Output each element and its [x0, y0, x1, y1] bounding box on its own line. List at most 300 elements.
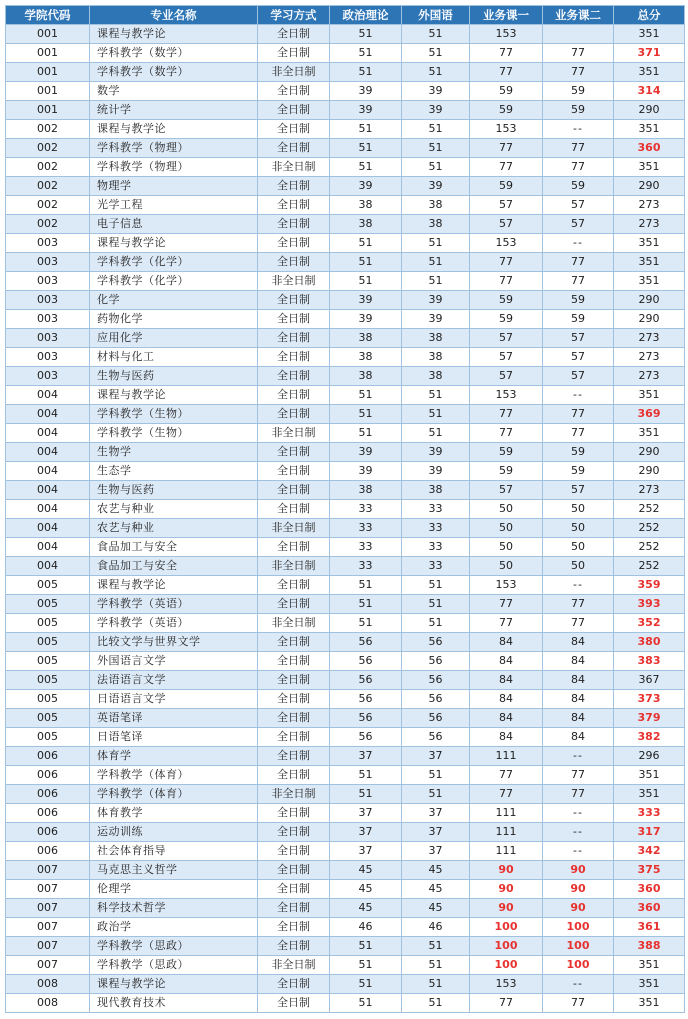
study-mode-cell: 全日制	[258, 576, 330, 595]
course-two-cell: 77	[543, 614, 614, 633]
course-two-cell: 77	[543, 595, 614, 614]
politics-cell: 51	[330, 785, 402, 804]
major-name-cell: 农艺与种业	[90, 519, 258, 538]
table-row	[6, 823, 685, 842]
total-score-cell: 351	[614, 63, 685, 82]
foreign-language-cell: 39	[402, 310, 470, 329]
politics-cell: 38	[330, 481, 402, 500]
major-name-cell: 物理学	[90, 177, 258, 196]
course-two-cell: --	[543, 386, 614, 405]
table-row	[6, 481, 685, 500]
major-name-cell: 学科教学（数学）	[90, 44, 258, 63]
course-one-cell: 100	[470, 956, 543, 975]
college-code-cell: 007	[6, 899, 90, 918]
college-code-cell: 004	[6, 462, 90, 481]
study-mode-cell: 全日制	[258, 44, 330, 63]
major-name-cell: 食品加工与安全	[90, 557, 258, 576]
total-score-cell: 290	[614, 310, 685, 329]
study-mode-cell: 全日制	[258, 82, 330, 101]
foreign-language-cell: 51	[402, 614, 470, 633]
major-name-cell: 课程与教学论	[90, 975, 258, 994]
major-name-cell: 学科教学（化学）	[90, 253, 258, 272]
total-score-cell: 290	[614, 462, 685, 481]
study-mode-cell: 全日制	[258, 101, 330, 120]
header-college-code: 学院代码	[6, 6, 90, 25]
course-one-cell: 111	[470, 804, 543, 823]
table-row	[6, 253, 685, 272]
study-mode-cell: 非全日制	[258, 956, 330, 975]
course-one-cell: 50	[470, 500, 543, 519]
foreign-language-cell: 51	[402, 975, 470, 994]
total-score-cell: 342	[614, 842, 685, 861]
study-mode-cell: 全日制	[258, 690, 330, 709]
study-mode-cell: 非全日制	[258, 158, 330, 177]
foreign-language-cell: 51	[402, 25, 470, 44]
course-one-cell: 57	[470, 215, 543, 234]
course-one-cell: 59	[470, 177, 543, 196]
total-score-cell: 351	[614, 234, 685, 253]
major-name-cell: 材料与化工	[90, 348, 258, 367]
foreign-language-cell: 45	[402, 899, 470, 918]
course-one-cell: 84	[470, 671, 543, 690]
total-score-cell: 252	[614, 519, 685, 538]
politics-cell: 51	[330, 272, 402, 291]
course-two-cell: 57	[543, 196, 614, 215]
major-name-cell: 课程与教学论	[90, 386, 258, 405]
table-row	[6, 139, 685, 158]
study-mode-cell: 全日制	[258, 500, 330, 519]
study-mode-cell: 全日制	[258, 310, 330, 329]
politics-cell: 56	[330, 690, 402, 709]
study-mode-cell: 全日制	[258, 234, 330, 253]
course-one-cell: 90	[470, 861, 543, 880]
table-row	[6, 310, 685, 329]
politics-cell: 38	[330, 196, 402, 215]
table-row	[6, 538, 685, 557]
politics-cell: 51	[330, 766, 402, 785]
foreign-language-cell: 51	[402, 120, 470, 139]
college-code-cell: 007	[6, 880, 90, 899]
study-mode-cell: 全日制	[258, 25, 330, 44]
course-one-cell: 59	[470, 310, 543, 329]
total-score-cell: 351	[614, 253, 685, 272]
study-mode-cell: 非全日制	[258, 63, 330, 82]
study-mode-cell: 全日制	[258, 823, 330, 842]
study-mode-cell: 全日制	[258, 481, 330, 500]
study-mode-cell: 全日制	[258, 899, 330, 918]
course-one-cell: 77	[470, 405, 543, 424]
total-score-cell: 351	[614, 25, 685, 44]
total-score-cell: 273	[614, 196, 685, 215]
major-name-cell: 运动训练	[90, 823, 258, 842]
total-score-cell: 360	[614, 880, 685, 899]
course-one-cell: 50	[470, 538, 543, 557]
course-one-cell: 153	[470, 576, 543, 595]
total-score-cell: 359	[614, 576, 685, 595]
foreign-language-cell: 51	[402, 44, 470, 63]
foreign-language-cell: 38	[402, 481, 470, 500]
politics-cell: 39	[330, 291, 402, 310]
foreign-language-cell: 39	[402, 443, 470, 462]
college-code-cell: 002	[6, 139, 90, 158]
course-one-cell: 153	[470, 234, 543, 253]
college-code-cell: 002	[6, 215, 90, 234]
table-row	[6, 994, 685, 1013]
major-name-cell: 学科教学（思政）	[90, 956, 258, 975]
foreign-language-cell: 46	[402, 918, 470, 937]
course-one-cell: 77	[470, 253, 543, 272]
foreign-language-cell: 56	[402, 652, 470, 671]
table-row	[6, 44, 685, 63]
course-two-cell: 77	[543, 139, 614, 158]
course-one-cell: 153	[470, 386, 543, 405]
politics-cell: 51	[330, 386, 402, 405]
politics-cell: 38	[330, 367, 402, 386]
politics-cell: 51	[330, 120, 402, 139]
total-score-cell: 352	[614, 614, 685, 633]
total-score-cell: 351	[614, 120, 685, 139]
major-name-cell: 学科教学（化学）	[90, 272, 258, 291]
study-mode-cell: 全日制	[258, 804, 330, 823]
college-code-cell: 007	[6, 861, 90, 880]
college-code-cell: 005	[6, 576, 90, 595]
politics-cell: 37	[330, 823, 402, 842]
politics-cell: 51	[330, 994, 402, 1013]
header-major-name: 专业名称	[90, 6, 258, 25]
politics-cell: 51	[330, 158, 402, 177]
total-score-cell: 383	[614, 652, 685, 671]
table-row	[6, 709, 685, 728]
course-one-cell: 90	[470, 899, 543, 918]
college-code-cell: 008	[6, 975, 90, 994]
total-score-cell: 351	[614, 158, 685, 177]
college-code-cell: 005	[6, 633, 90, 652]
table-row	[6, 956, 685, 975]
study-mode-cell: 全日制	[258, 443, 330, 462]
politics-cell: 33	[330, 500, 402, 519]
course-two-cell: 77	[543, 272, 614, 291]
table-row	[6, 405, 685, 424]
foreign-language-cell: 39	[402, 82, 470, 101]
course-two-cell: 77	[543, 253, 614, 272]
major-name-cell: 应用化学	[90, 329, 258, 348]
politics-cell: 39	[330, 177, 402, 196]
table-row	[6, 348, 685, 367]
politics-cell: 46	[330, 918, 402, 937]
course-two-cell: 50	[543, 519, 614, 538]
college-code-cell: 004	[6, 519, 90, 538]
major-name-cell: 体育学	[90, 747, 258, 766]
major-name-cell: 学科教学（物理）	[90, 158, 258, 177]
header-total: 总分	[614, 6, 685, 25]
course-two-cell: --	[543, 120, 614, 139]
course-two-cell: 57	[543, 348, 614, 367]
study-mode-cell: 非全日制	[258, 272, 330, 291]
college-code-cell: 007	[6, 918, 90, 937]
politics-cell: 51	[330, 595, 402, 614]
course-two-cell: 77	[543, 158, 614, 177]
politics-cell: 38	[330, 215, 402, 234]
score-table	[5, 5, 685, 1013]
major-name-cell: 社会体育指导	[90, 842, 258, 861]
politics-cell: 51	[330, 424, 402, 443]
major-name-cell: 外国语言文学	[90, 652, 258, 671]
course-one-cell: 153	[470, 975, 543, 994]
total-score-cell: 296	[614, 747, 685, 766]
study-mode-cell: 全日制	[258, 994, 330, 1013]
foreign-language-cell: 51	[402, 994, 470, 1013]
course-one-cell: 77	[470, 44, 543, 63]
table-body	[6, 25, 685, 1013]
total-score-cell: 351	[614, 766, 685, 785]
total-score-cell: 351	[614, 424, 685, 443]
total-score-cell: 369	[614, 405, 685, 424]
course-two-cell: 59	[543, 82, 614, 101]
college-code-cell: 001	[6, 25, 90, 44]
politics-cell: 45	[330, 899, 402, 918]
foreign-language-cell: 38	[402, 215, 470, 234]
study-mode-cell: 全日制	[258, 329, 330, 348]
major-name-cell: 农艺与种业	[90, 500, 258, 519]
major-name-cell: 课程与教学论	[90, 120, 258, 139]
table-row	[6, 367, 685, 386]
foreign-language-cell: 51	[402, 253, 470, 272]
college-code-cell: 001	[6, 101, 90, 120]
table-row	[6, 82, 685, 101]
politics-cell: 51	[330, 975, 402, 994]
total-score-cell: 317	[614, 823, 685, 842]
course-one-cell: 77	[470, 272, 543, 291]
foreign-language-cell: 51	[402, 576, 470, 595]
total-score-cell: 393	[614, 595, 685, 614]
course-two-cell: 84	[543, 728, 614, 747]
total-score-cell: 360	[614, 139, 685, 158]
politics-cell: 39	[330, 462, 402, 481]
study-mode-cell: 全日制	[258, 747, 330, 766]
college-code-cell: 006	[6, 842, 90, 861]
course-two-cell: 59	[543, 443, 614, 462]
table-row	[6, 842, 685, 861]
major-name-cell: 生物与医药	[90, 367, 258, 386]
total-score-cell: 290	[614, 443, 685, 462]
major-name-cell: 学科教学（生物）	[90, 424, 258, 443]
college-code-cell: 003	[6, 234, 90, 253]
table-row	[6, 177, 685, 196]
politics-cell: 39	[330, 310, 402, 329]
total-score-cell: 361	[614, 918, 685, 937]
foreign-language-cell: 33	[402, 538, 470, 557]
foreign-language-cell: 38	[402, 329, 470, 348]
politics-cell: 56	[330, 728, 402, 747]
course-one-cell: 84	[470, 690, 543, 709]
politics-cell: 37	[330, 747, 402, 766]
politics-cell: 39	[330, 101, 402, 120]
total-score-cell: 273	[614, 348, 685, 367]
foreign-language-cell: 45	[402, 861, 470, 880]
foreign-language-cell: 51	[402, 234, 470, 253]
course-two-cell: 77	[543, 785, 614, 804]
foreign-language-cell: 37	[402, 823, 470, 842]
college-code-cell: 002	[6, 196, 90, 215]
table-row	[6, 690, 685, 709]
course-one-cell: 59	[470, 462, 543, 481]
course-one-cell: 77	[470, 63, 543, 82]
major-name-cell: 英语笔译	[90, 709, 258, 728]
foreign-language-cell: 56	[402, 690, 470, 709]
total-score-cell: 375	[614, 861, 685, 880]
foreign-language-cell: 56	[402, 633, 470, 652]
total-score-cell: 351	[614, 785, 685, 804]
college-code-cell: 003	[6, 367, 90, 386]
table-row	[6, 557, 685, 576]
major-name-cell: 现代教育技术	[90, 994, 258, 1013]
total-score-cell: 380	[614, 633, 685, 652]
foreign-language-cell: 51	[402, 272, 470, 291]
major-name-cell: 食品加工与安全	[90, 538, 258, 557]
table-row	[6, 785, 685, 804]
major-name-cell: 生物学	[90, 443, 258, 462]
study-mode-cell: 全日制	[258, 633, 330, 652]
course-one-cell: 59	[470, 291, 543, 310]
major-name-cell: 日语笔译	[90, 728, 258, 747]
total-score-cell: 333	[614, 804, 685, 823]
foreign-language-cell: 56	[402, 728, 470, 747]
college-code-cell: 006	[6, 804, 90, 823]
course-two-cell: 57	[543, 215, 614, 234]
study-mode-cell: 全日制	[258, 842, 330, 861]
foreign-language-cell: 51	[402, 785, 470, 804]
total-score-cell: 367	[614, 671, 685, 690]
foreign-language-cell: 37	[402, 804, 470, 823]
politics-cell: 38	[330, 348, 402, 367]
major-name-cell: 体育教学	[90, 804, 258, 823]
total-score-cell: 252	[614, 557, 685, 576]
table-row	[6, 899, 685, 918]
study-mode-cell: 非全日制	[258, 785, 330, 804]
header-politics: 政治理论	[330, 6, 402, 25]
study-mode-cell: 全日制	[258, 671, 330, 690]
politics-cell: 56	[330, 652, 402, 671]
course-two-cell: 59	[543, 462, 614, 481]
course-one-cell: 77	[470, 766, 543, 785]
major-name-cell: 学科教学（体育）	[90, 766, 258, 785]
course-two-cell: 59	[543, 177, 614, 196]
college-code-cell: 002	[6, 120, 90, 139]
course-one-cell: 57	[470, 348, 543, 367]
total-score-cell: 351	[614, 975, 685, 994]
foreign-language-cell: 33	[402, 500, 470, 519]
college-code-cell: 004	[6, 557, 90, 576]
course-one-cell: 57	[470, 196, 543, 215]
study-mode-cell: 全日制	[258, 367, 330, 386]
college-code-cell: 003	[6, 272, 90, 291]
college-code-cell: 004	[6, 443, 90, 462]
total-score-cell: 273	[614, 481, 685, 500]
course-one-cell: 153	[470, 25, 543, 44]
politics-cell: 33	[330, 557, 402, 576]
politics-cell: 39	[330, 443, 402, 462]
college-code-cell: 005	[6, 614, 90, 633]
course-two-cell: 84	[543, 690, 614, 709]
course-two-cell: 77	[543, 63, 614, 82]
course-two-cell: 77	[543, 994, 614, 1013]
table-row	[6, 291, 685, 310]
major-name-cell: 电子信息	[90, 215, 258, 234]
major-name-cell: 光学工程	[90, 196, 258, 215]
college-code-cell: 003	[6, 310, 90, 329]
politics-cell: 37	[330, 804, 402, 823]
foreign-language-cell: 38	[402, 348, 470, 367]
major-name-cell: 学科教学（体育）	[90, 785, 258, 804]
total-score-cell: 273	[614, 329, 685, 348]
college-code-cell: 004	[6, 500, 90, 519]
study-mode-cell: 全日制	[258, 937, 330, 956]
college-code-cell: 001	[6, 63, 90, 82]
table-row	[6, 614, 685, 633]
course-two-cell: 59	[543, 291, 614, 310]
course-two-cell: --	[543, 975, 614, 994]
foreign-language-cell: 45	[402, 880, 470, 899]
politics-cell: 51	[330, 44, 402, 63]
table-row	[6, 234, 685, 253]
major-name-cell: 药物化学	[90, 310, 258, 329]
foreign-language-cell: 39	[402, 101, 470, 120]
course-two-cell: 50	[543, 557, 614, 576]
foreign-language-cell: 51	[402, 139, 470, 158]
college-code-cell: 005	[6, 709, 90, 728]
course-one-cell: 100	[470, 918, 543, 937]
total-score-cell: 252	[614, 500, 685, 519]
course-one-cell: 57	[470, 481, 543, 500]
politics-cell: 45	[330, 880, 402, 899]
course-two-cell: 100	[543, 956, 614, 975]
politics-cell: 37	[330, 842, 402, 861]
course-two-cell	[543, 25, 614, 44]
course-one-cell: 59	[470, 82, 543, 101]
major-name-cell: 统计学	[90, 101, 258, 120]
header-foreign-language: 外国语	[402, 6, 470, 25]
politics-cell: 51	[330, 956, 402, 975]
politics-cell: 45	[330, 861, 402, 880]
politics-cell: 39	[330, 82, 402, 101]
foreign-language-cell: 51	[402, 424, 470, 443]
major-name-cell: 政治学	[90, 918, 258, 937]
college-code-cell: 003	[6, 329, 90, 348]
course-two-cell: 77	[543, 405, 614, 424]
table-row	[6, 158, 685, 177]
study-mode-cell: 全日制	[258, 215, 330, 234]
table-row	[6, 595, 685, 614]
table-row	[6, 462, 685, 481]
foreign-language-cell: 39	[402, 291, 470, 310]
course-one-cell: 111	[470, 823, 543, 842]
total-score-cell: 252	[614, 538, 685, 557]
total-score-cell: 273	[614, 215, 685, 234]
politics-cell: 38	[330, 329, 402, 348]
score-table-container	[5, 5, 684, 1013]
header-course-two: 业务课二	[543, 6, 614, 25]
major-name-cell: 学科教学（英语）	[90, 614, 258, 633]
study-mode-cell: 全日制	[258, 880, 330, 899]
total-score-cell: 290	[614, 101, 685, 120]
foreign-language-cell: 39	[402, 462, 470, 481]
course-two-cell: 90	[543, 880, 614, 899]
study-mode-cell: 全日制	[258, 975, 330, 994]
course-one-cell: 153	[470, 120, 543, 139]
total-score-cell: 351	[614, 994, 685, 1013]
course-two-cell: --	[543, 747, 614, 766]
major-name-cell: 学科教学（物理）	[90, 139, 258, 158]
